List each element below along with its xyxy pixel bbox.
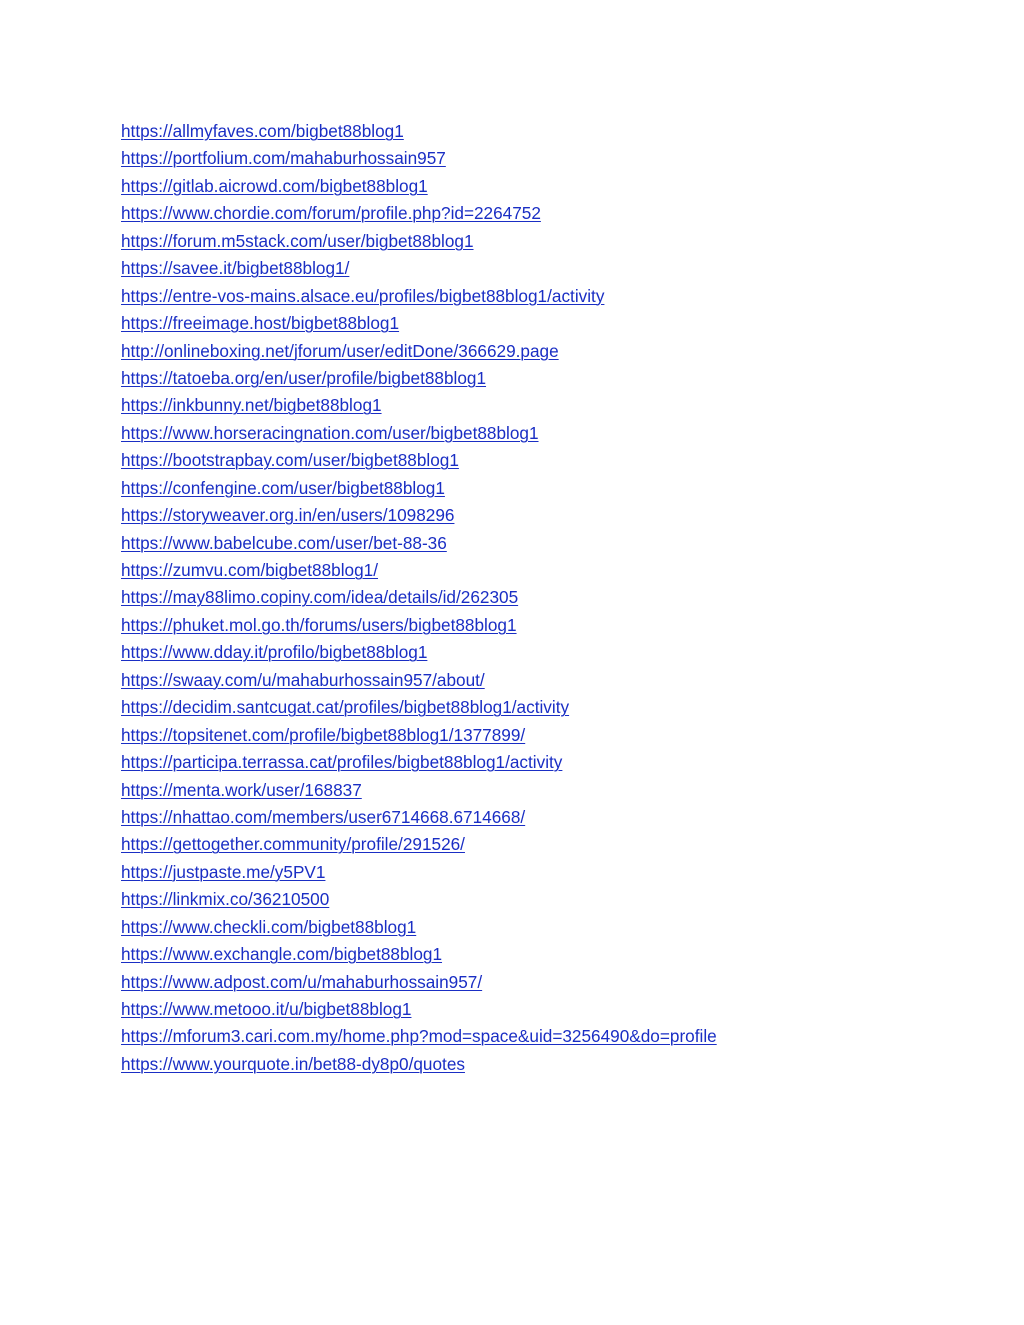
hyperlink[interactable]: https://allmyfaves.com/bigbet88blog1 [121,121,404,141]
hyperlink[interactable]: https://may88limo.copiny.com/idea/details/id/262305 [121,587,519,608]
hyperlink[interactable]: https://www.checkli.com/bigbet88blog1 [121,916,417,937]
list-item [121,969,717,996]
hyperlink[interactable]: https://savee.it/bigbet88blog1/ [121,258,350,279]
list-item [121,941,717,968]
list-item [121,530,717,557]
list-item [121,777,717,804]
list-item [121,667,717,694]
hyperlink[interactable]: https://gitlab.aicrowd.com/bigbet88blog1 [121,175,428,196]
list-item [121,914,717,941]
link-list [121,118,717,1078]
list-item [121,255,717,282]
list-item [121,584,717,611]
list-item [121,886,717,913]
hyperlink[interactable]: https://forum.m5stack.com/user/bigbet88blog1 [121,230,474,251]
list-item [121,420,717,447]
hyperlink[interactable]: https://freeimage.host/bigbet88blog1 [121,313,400,334]
hyperlink[interactable]: https://www.metooo.it/u/bigbet88blog1 [121,999,412,1019]
hyperlink[interactable]: https://www.horseracingnation.com/user/bigbet88blog1 [121,422,539,443]
hyperlink[interactable]: https://www.babelcube.com/user/bet-88-36 [121,532,447,553]
list-item [121,557,717,584]
list-item [121,639,717,666]
hyperlink[interactable]: https://storyweaver.org.in/en/users/1098296 [121,505,455,526]
list-item [121,475,717,502]
hyperlink[interactable]: https://portfolium.com/mahaburhossain957 [121,148,446,169]
hyperlink[interactable]: https://justpaste.me/y5PV1 [121,861,326,882]
list-item [121,859,717,886]
hyperlink[interactable]: https://www.chordie.com/forum/profile.php?id=2264752 [121,203,541,224]
list-item [121,447,717,474]
list-item [121,173,717,200]
hyperlink[interactable]: https://swaay.com/u/mahaburhossain957/about/ [121,669,485,690]
list-item [121,392,717,419]
hyperlink[interactable]: https://www.yourquote.in/bet88-dy8p0/quotes [121,1053,465,1074]
hyperlink[interactable]: https://confengine.com/user/bigbet88blog1 [121,477,445,498]
list-item [121,1051,717,1078]
list-item [121,694,717,721]
hyperlink[interactable]: https://tatoeba.org/en/user/profile/bigbet88blog1 [121,367,487,388]
list-item [121,804,717,831]
list-item [121,502,717,529]
hyperlink[interactable]: https://participa.terrassa.cat/profiles/bigbet88blog1/activity [121,752,563,773]
hyperlink[interactable]: http://onlineboxing.net/jforum/user/editDone/366629.page [121,340,559,361]
hyperlink[interactable]: https://bootstrapbay.com/user/bigbet88blog1 [121,450,459,471]
hyperlink[interactable]: https://entre-vos-mains.alsace.eu/profiles/bigbet88blog1/activity [121,285,605,306]
list-item [121,118,717,145]
list-item [121,612,717,639]
hyperlink[interactable]: https://zumvu.com/bigbet88blog1/ [121,560,379,580]
hyperlink[interactable]: https://www.dday.it/profilo/bigbet88blog1 [121,642,428,663]
hyperlink[interactable]: https://decidim.santcugat.cat/profiles/bigbet88blog1/activity [121,697,570,718]
hyperlink[interactable]: https://inkbunny.net/bigbet88blog1 [121,395,382,416]
list-item [121,228,717,255]
list-item [121,831,717,858]
hyperlink[interactable]: https://phuket.mol.go.th/forums/users/bigbet88blog1 [121,614,517,635]
hyperlink[interactable]: https://nhattao.com/members/user6714668.6714668/ [121,806,526,827]
list-item [121,996,717,1023]
list-item [121,145,717,172]
hyperlink[interactable]: https://www.exchangle.com/bigbet88blog1 [121,944,443,965]
list-item [121,283,717,310]
hyperlink[interactable]: https://menta.work/user/168837 [121,779,362,800]
hyperlink[interactable]: https://linkmix.co/36210500 [121,889,330,910]
hyperlink[interactable]: https://mforum3.cari.com.my/home.php?mod=space&uid=3256490&do=profile [121,1026,717,1047]
list-item [121,338,717,365]
list-item [121,310,717,337]
hyperlink[interactable]: https://gettogether.community/profile/291526/ [121,834,465,855]
hyperlink[interactable]: https://www.adpost.com/u/mahaburhossain957/ [121,971,483,992]
list-item [121,1023,717,1050]
list-item [121,722,717,749]
hyperlink[interactable]: https://topsitenet.com/profile/bigbet88blog1/1377899/ [121,724,526,745]
list-item [121,749,717,776]
list-item [121,200,717,227]
list-item [121,365,717,392]
